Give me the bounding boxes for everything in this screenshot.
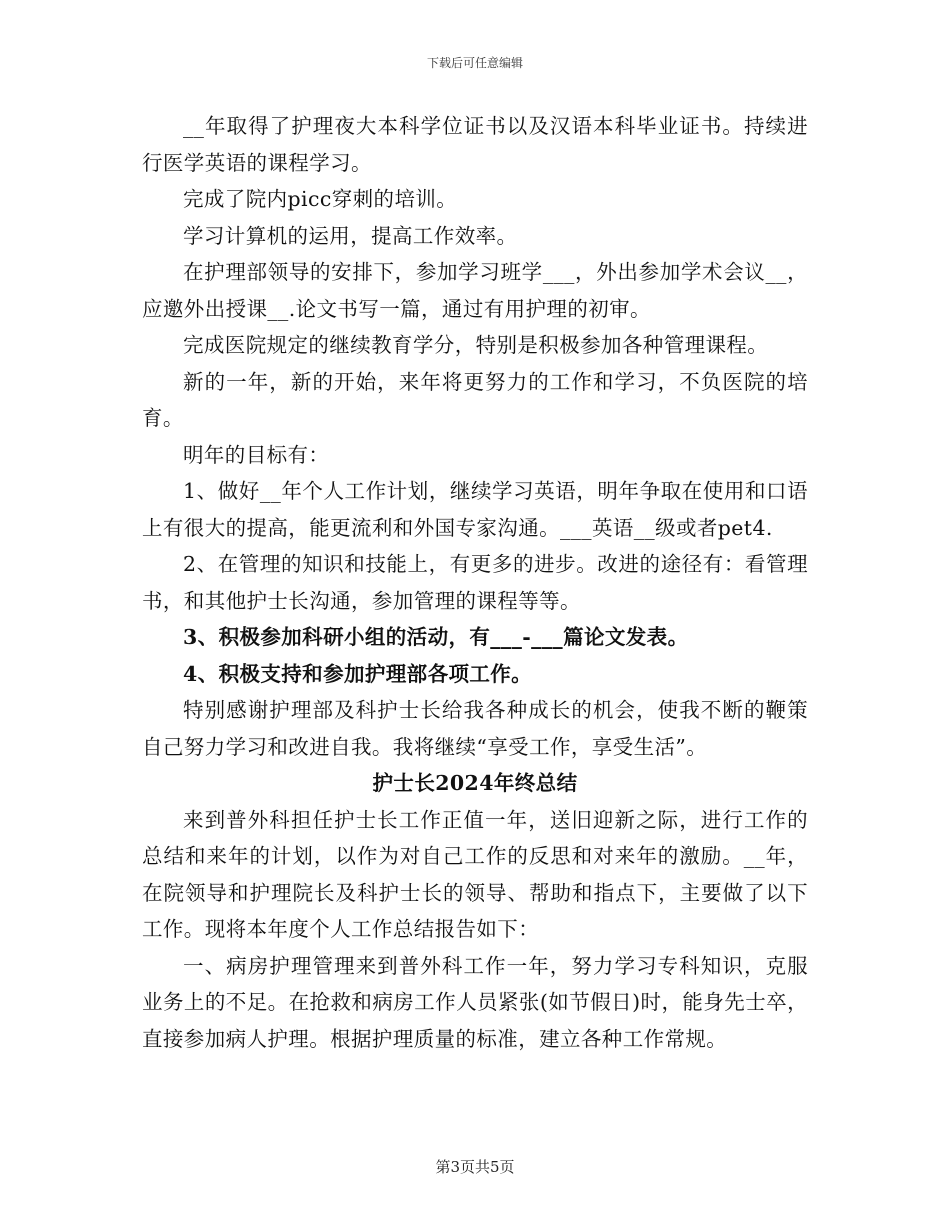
section-title: 护士长2024年终总结 bbox=[372, 771, 578, 795]
paragraph-new-year: 新的一年，新的开始，来年将更努力的工作和学习，不负医院的培育。 bbox=[142, 369, 808, 430]
page-header: 下载后可任意编辑 bbox=[426, 56, 523, 70]
goal-item-2: 2、在管理的知识和技能上，有更多的进步。改进的途径有：看管理书，和其他护士长沟通，参加管理的课程等等。 bbox=[142, 552, 808, 613]
paragraph-thanks: 特别感谢护理部及科护士长给我各种成长的机会，使我不断的鞭策自己努力学习和改进自我。我将继续“享受工作，享受生活”。 bbox=[142, 698, 808, 759]
page-number: 第3页共5页 bbox=[435, 1158, 515, 1176]
paragraph-summary-intro: 来到普外科担任护士长工作正值一年，送旧迎新之际，进行工作的总结和来年的计划，以作为对自己工作的反思和对来年的激励。__年，在院领导和护理院长及科护士长的领导、帮助和指点下，主要做了以下工作。现将本年度个人工作总结报告如下： bbox=[142, 807, 808, 941]
paragraph-picc-training: 完成了院内picc穿刺的培训。 bbox=[183, 187, 458, 211]
goal-item-4: 4、积极支持和参加护理部各项工作。 bbox=[183, 661, 533, 686]
goal-item-3: 3、积极参加科研小组的活动，有___-___篇论文发表。 bbox=[183, 625, 689, 649]
paragraph-certificates: __年取得了护理夜大本科学位证书以及汉语本科毕业证书。持续进行医学英语的课程学习。 bbox=[142, 114, 808, 175]
paragraph-computer-skills: 学习计算机的运用，提高工作效率。 bbox=[183, 223, 518, 248]
document-body bbox=[142, 108, 808, 1057]
paragraph-continuing-education: 完成医院规定的继续教育学分，特别是积极参加各种管理课程。 bbox=[183, 333, 769, 357]
paragraph-study-courses: 在护理部领导的安排下，参加学习班学___，外出参加学术会议__，应邀外出授课__.论文书写一篇，通过有用护理的初审。 bbox=[142, 260, 808, 321]
paragraph-goals-intro: 明年的目标有： bbox=[183, 442, 330, 467]
paragraph-ward-management: 一、病房护理管理来到普外科工作一年，努力学习专科知识，克服业务上的不足。在抢救和病房工作人员紧张(如节假日)时，能身先士卒，直接参加病人护理。根据护理质量的标准，建立各种工作常规。 bbox=[142, 953, 808, 1051]
goal-item-1: 1、做好__年个人工作计划，继续学习英语，明年争取在使用和口语上有很大的提高，能更流利和外国专家沟通。___英语__级或者pet4. bbox=[142, 479, 808, 540]
